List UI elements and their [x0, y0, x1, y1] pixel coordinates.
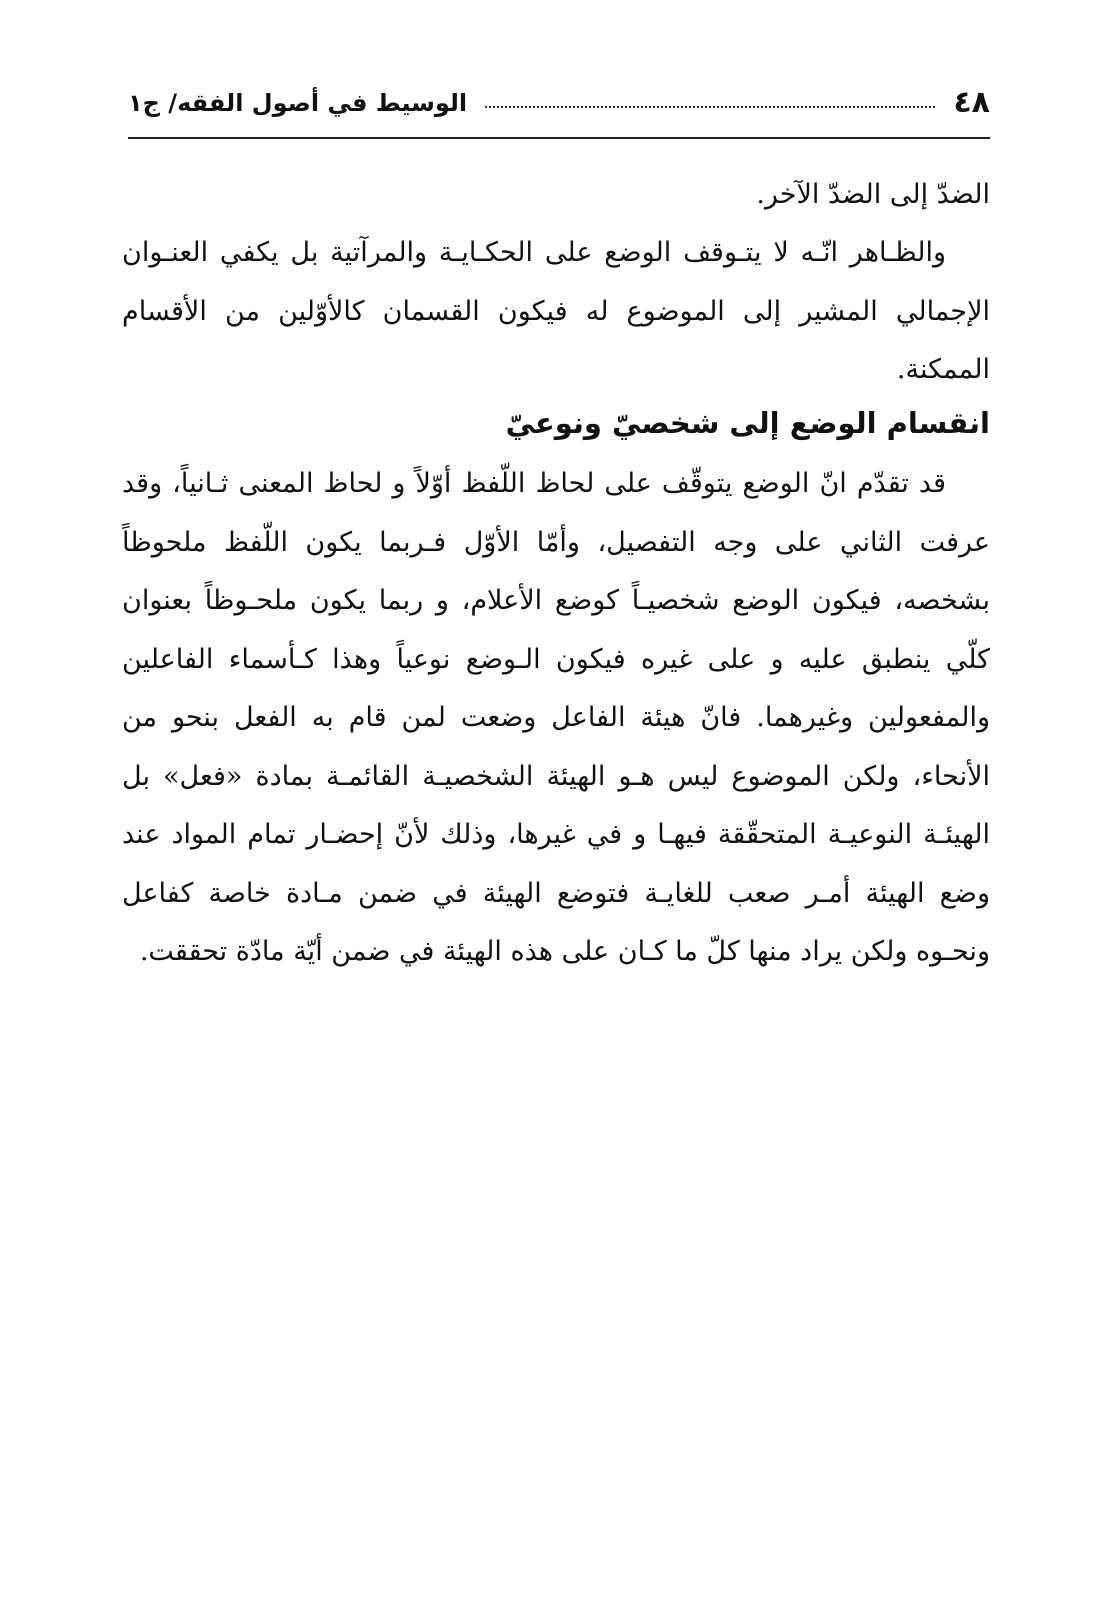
page-number: ٤٨	[953, 85, 990, 120]
paragraph-continuation: الضدّ إلى الضدّ الآخر.	[756, 179, 990, 210]
section-heading: انقسام الوضع إلى شخصيّ ونوعيّ	[505, 406, 990, 440]
page-header	[128, 82, 990, 124]
header-rule	[128, 137, 990, 139]
running-title: الوسيط في أصول الفقه/ ج١	[128, 89, 468, 117]
header-dotted-leader	[485, 106, 935, 108]
paragraph: قد تقدّم انّ الوضع يتوقّف على لحاظ اللّفظ أوّلاً و لحاظ المعنى ثـانياً، وقد عرفت الثاني على وجه التفصيل، وأمّا الأوّل فـربما يكون اللّفظ ملحوظاً بشخصه، فيكون الوضع شخصيـاً كوضع الأعلام، و ربما يكون ملحـوظاً بعنوان كلّي ينطبق عليه و على غيره فيكون الـوضع نوعياً وهذا كـأسماء الفاعلين والمفعولين وغيرهما. فانّ هيئة الفاعل وضعت لمن قام به الفعل بنحو من الأنحاء، ولكن الموضوع ليس هـو الهيئة الشخصيـة القائمـة بمادة «فعل» بل الهيئـة النوعيـة المتحقّقة فيهـا و في غيرها، وذلك لأنّ إحضـار تمام المواد عند وضع الهيئة أمـر صعب للغايـة فتوضع الهيئة في ضمن مـادة خاصة كفاعل ونحـوه ولكن يراد منها كلّ ما كـان على هذه الهيئة في ضمن أيّة مادّة تحققت.	[122, 468, 990, 967]
paragraph: والظـاهر انّـه لا يتـوقف الوضع على الحكـايـة والمرآتية بل يكفي العنـوان الإجمالي المشير إلى الموضوع له فيكون القسمان كالأوّلين من الأقسام الممكنة.	[122, 237, 990, 385]
